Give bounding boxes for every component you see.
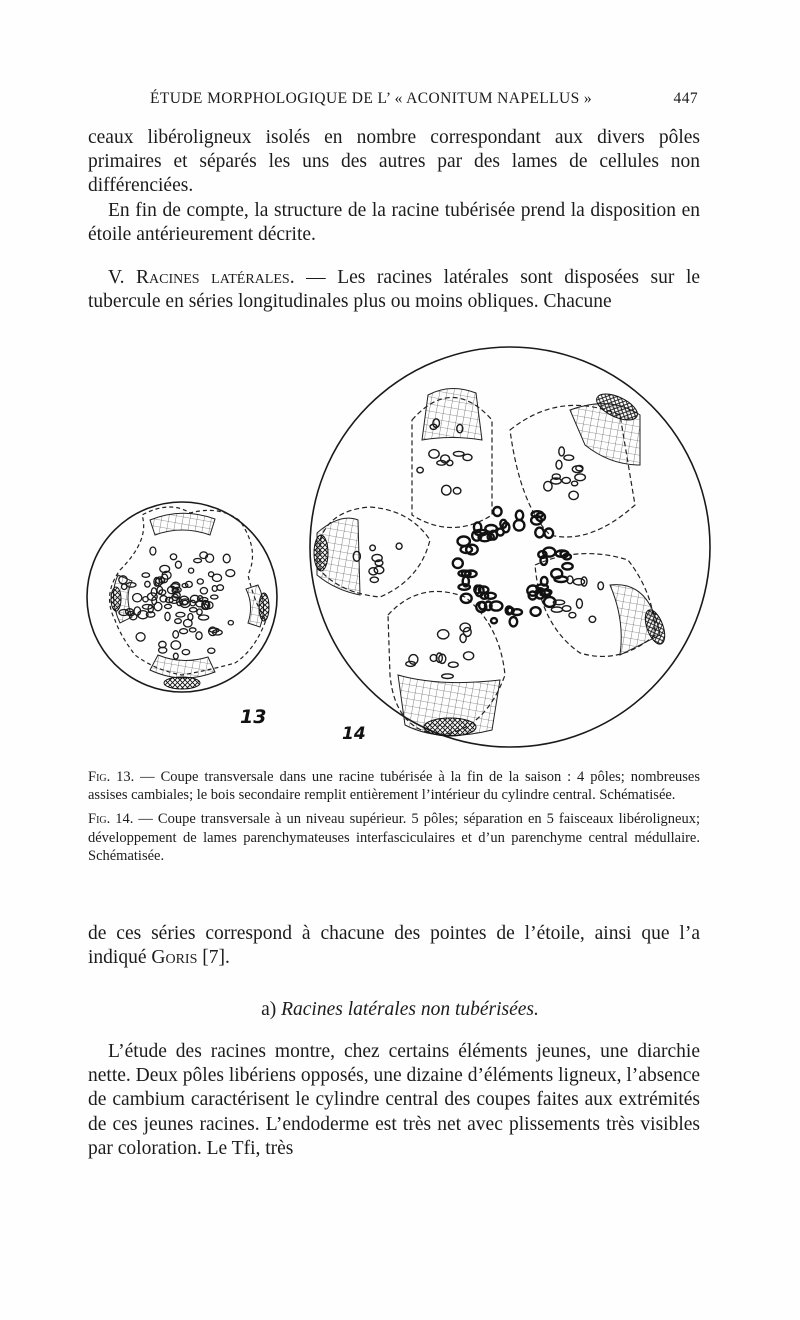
fig14-label: 14 (342, 724, 366, 744)
xylem-cell (189, 628, 196, 632)
caption-fig13-text: — Coupe transversale dans une racine tubérisée à la fin de la saison : 4 pôles; nombreuses assises cambiales; le bois secondaire remplit entièrement l’intérieur du cylindre central. Schématisée. (88, 769, 700, 804)
xylem-cell (154, 602, 162, 610)
body-block-4 (88, 1040, 700, 1161)
xylem-cell (228, 621, 233, 625)
figure-captions (88, 768, 700, 871)
xylem-cell (507, 608, 513, 614)
section-dash: — (294, 267, 338, 288)
body-block-2 (88, 266, 700, 314)
section-heading: Racines latérales. (136, 267, 295, 288)
xylem-cell (572, 481, 578, 486)
xylem-cell (461, 594, 472, 603)
xylem-cell (598, 582, 604, 590)
xylem-cell (562, 563, 572, 569)
body-block-1 (88, 126, 700, 247)
xylem-cell (175, 619, 182, 624)
xylem-cell (374, 566, 384, 573)
running-title: ÉTUDE MORPHOLOGIQUE DE L’ « ACONITUM NAPELLUS » (150, 90, 593, 107)
xylem-cell (544, 481, 552, 491)
xylem-cell (573, 579, 584, 585)
paragraph-conclusion: En fin de compte, la structure de la racine tubérisée prend la disposition en étoile antérieurement décrite. (88, 199, 700, 245)
xylem-cell (199, 615, 209, 620)
xylem-cell (559, 447, 565, 456)
subsection-heading (0, 999, 800, 1021)
xylem-cell (564, 455, 574, 460)
xylem-cell (464, 652, 474, 660)
xylem-cell (460, 634, 466, 643)
xylem-cell (197, 579, 203, 584)
xylem-cell (370, 577, 378, 582)
caption-fig14 (88, 810, 700, 865)
xylem-cell (170, 554, 176, 560)
xylem-cell (175, 561, 181, 568)
xylem-cell (189, 568, 194, 573)
xylem-cell (150, 547, 156, 555)
xylem-cell (173, 631, 179, 638)
xylem-cell (197, 609, 202, 615)
paragraph-series-text: de ces séries correspond à chacune des pointes de l’étoile, ainsi que l’a indiqué (88, 923, 700, 969)
xylem-cell (562, 606, 571, 612)
paragraph-series (88, 922, 700, 970)
xylem-cell (370, 545, 376, 551)
xylem-cell (200, 588, 207, 594)
xylem-cell (176, 612, 185, 617)
xylem-cell (485, 593, 496, 599)
section-paragraph (88, 266, 700, 314)
xylem-cell (133, 594, 142, 602)
xylem-cell (442, 674, 454, 679)
figure-illustration (80, 335, 720, 755)
xylem-cell (136, 633, 145, 641)
xylem-cell (516, 511, 523, 520)
subsection-title: Racines latérales non tubérisées. (281, 999, 539, 1020)
xylem-cell (535, 528, 544, 538)
xylem-cell (180, 629, 188, 634)
section-numeral: V. (108, 267, 125, 288)
page-number: 447 (673, 90, 698, 107)
xylem-cell (142, 573, 150, 577)
xylem-cell (458, 537, 470, 546)
xylem-cell (438, 630, 449, 639)
xylem-cell (485, 602, 492, 611)
xylem-cell (551, 607, 562, 612)
section-text: Les racines latérales sont disposées sur le tubercule en séries longitudinales plus ou moins obliques. Chacune (88, 267, 701, 313)
xylem-cell (212, 574, 221, 581)
xylem-cell (182, 650, 189, 655)
xylem-cell (531, 607, 541, 616)
xylem-cell (211, 595, 218, 599)
subsection-letter: a) (261, 999, 277, 1020)
xylem-cell (453, 559, 463, 569)
xylem-cell (448, 662, 458, 667)
xylem-cell (429, 450, 439, 459)
caption-fig14-label: Fig. 14. (88, 811, 134, 828)
xylem-cell (569, 491, 578, 499)
caption-fig14-text: — Coupe transversale à un niveau supérieur. 5 pôles; séparation en 5 faisceaux libéroligneux; développement de lames parenchymateuses interfasciculaires et d’un parenchyme central médullaire. Schématisée. (88, 811, 700, 864)
xylem-cell (190, 608, 197, 612)
xylem-cell (569, 612, 576, 617)
xylem-cell (142, 605, 152, 610)
xylem-cell (151, 588, 156, 596)
xylem-cell (459, 571, 470, 577)
fig13-label: 13 (240, 706, 267, 728)
caption-fig13-label: Fig. 13. (88, 769, 135, 785)
xylem-cell (572, 466, 582, 473)
body-block-3 (88, 922, 700, 970)
xylem-cell (589, 616, 596, 622)
xylem-cell (208, 648, 215, 653)
xylem-cell (196, 632, 202, 640)
xylem-cell (417, 467, 423, 473)
author-name: Goris (151, 947, 198, 969)
xylem-cell (217, 585, 224, 591)
fig13-drawing (87, 502, 277, 692)
xylem-cell (171, 641, 181, 650)
xylem-cell (576, 599, 582, 608)
xylem-cell (206, 554, 214, 562)
paragraph-roots: L’étude des racines montre, chez certains éléments jeunes, une diarchie nette. Deux pôles libériens opposés, une dizaine d’éléments ligneux, l’absence de cambium caractérisent le cylindre central des coupes faites aux extrémités de ces jeunes racines. L’endoderme est très net avec plissements très visibles par coloration. Le Tfi, très (88, 1041, 700, 1159)
xylem-cell (173, 653, 178, 659)
xylem-cell (194, 559, 202, 563)
xylem-cell (562, 477, 570, 483)
xylem-cell (396, 543, 402, 549)
xylem-cell (510, 617, 518, 626)
xylem-cell (226, 570, 235, 577)
xylem-cell (442, 485, 451, 495)
xylem-cell (165, 604, 172, 608)
xylem-cell (453, 488, 461, 495)
xylem-cell (493, 507, 501, 516)
xylem-cell (165, 612, 170, 620)
reference: [7]. (197, 947, 230, 969)
xylem-cell (556, 460, 562, 469)
xylem-cell (514, 520, 525, 531)
xylem-cell (223, 554, 230, 563)
xylem-cell (145, 581, 150, 587)
paragraph-continued: ceaux libéroligneux isolés en nombre correspondant aux divers pôles primaires et séparés les uns des autres par des lames de cellules non différenciées. (88, 127, 700, 197)
xylem-cell (188, 614, 193, 621)
xylem-cell (463, 454, 472, 460)
xylem-cell (453, 451, 464, 456)
xylem-cell (409, 655, 418, 665)
fig14-drawing (310, 347, 710, 747)
xylem-cell (575, 474, 586, 481)
xylem-cell (491, 618, 497, 623)
caption-fig13 (88, 768, 700, 804)
